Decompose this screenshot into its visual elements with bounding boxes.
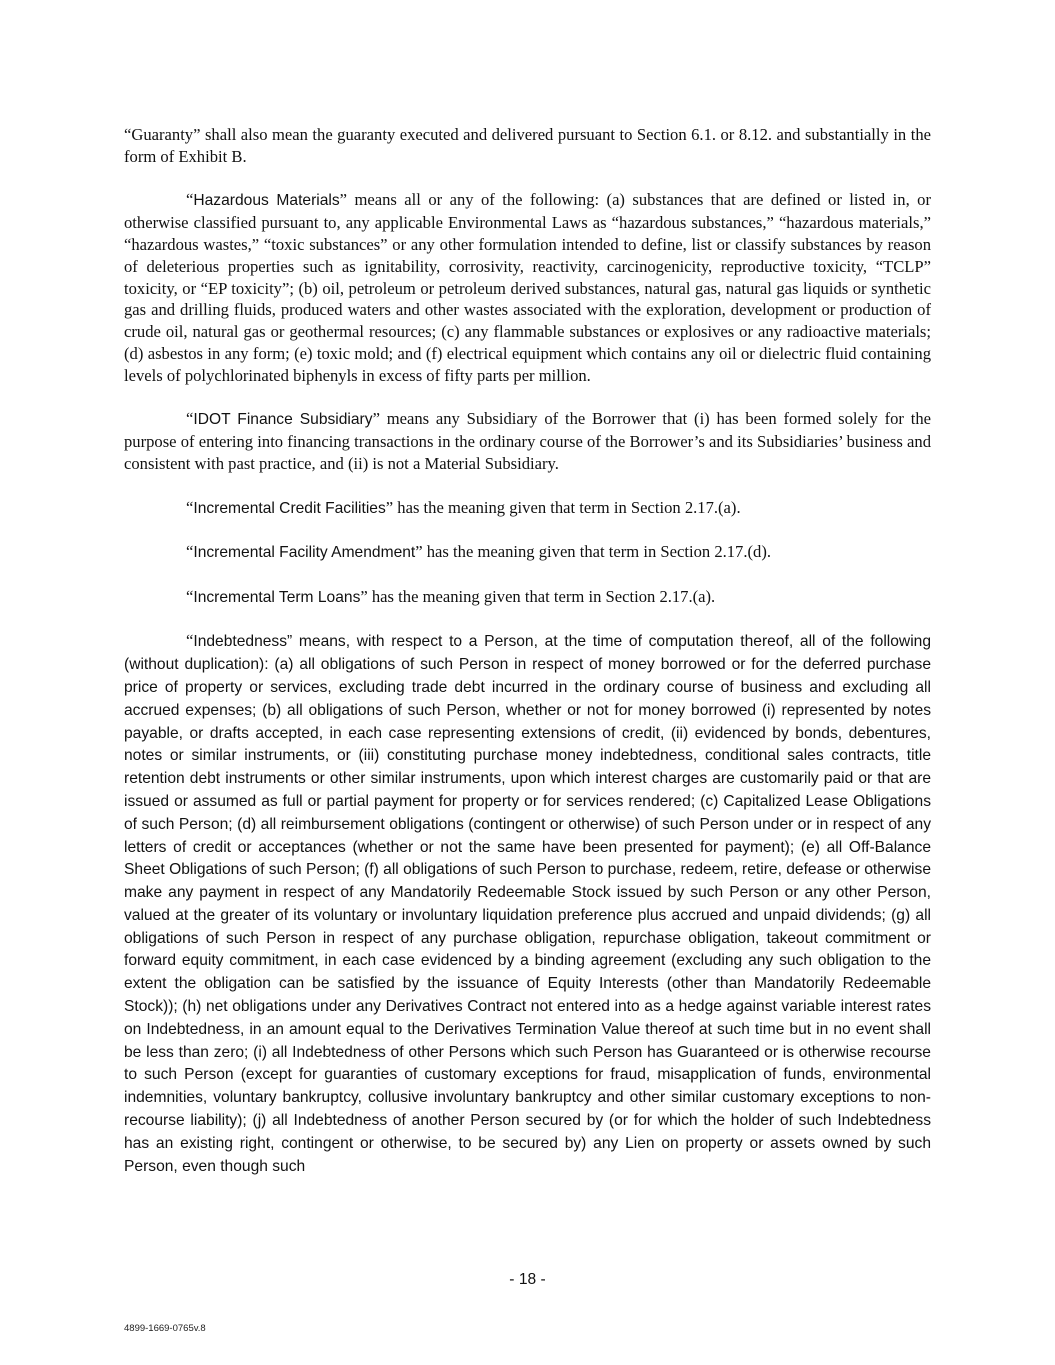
- definition-guaranty: [124, 124, 931, 168]
- defined-term: Incremental Credit Facilities: [193, 499, 386, 517]
- defined-term: IDOT Finance Subsidiary: [193, 411, 373, 429]
- definition-text: ” means all or any of the following: (a) substances that are defined or listed in, or otherwise classified pursuant to, any applicable Environmental Laws as “hazardous substances,” “hazardous materials,” “hazardous wastes,” “toxic substances” or any other formulation intended to define, list or classify substances by reason of deleterious properties such as ignitability, corrosivity, reactivity, carcinogenicity, reproductive toxicity, “TCLP” toxicity, or “EP toxicity”; (b) oil, petroleum or petroleum derived substances, natural gas, natural gas liquids or synthetic gas and drilling fluids, produced waters and other wastes associated with the exploration, development or production of crude oil, natural gas or geothermal resources; (c) any flammable substances or explosives or any radioactive materials; (d) asbestos in any form; (e) toxic mold; and (f) electrical equipment which contains any oil or dielectric fluid containing levels of polychlorinated biphenyls in excess of fifty parts per million.: [124, 190, 931, 385]
- definition-text: “Guaranty” shall also mean the guaranty executed and delivered pursuant to Section 6.1. or 8.12. and substantially in the form of Exhibit B.: [124, 125, 931, 166]
- document-body: [124, 124, 931, 1199]
- definition-indebtedness: “Indebtedness” means, with respect to a Person, at the time of computation thereof, all of the following (without duplication): (a) all obligations of such Person in respect of money borrowed or for the deferred purchase price of property or services, excluding trade debt incurred in the ordinary course of business and excluding all accrued expenses; (b) all obligations of such Person, whether or not for money borrowed (i) represented by notes payable, or drafts accepted, in each case representing extensions of credit, (ii) evidenced by bonds, debentures, notes or similar instruments, or (iii) constituting purchase money indebtedness, conditional sales contracts, title retention debt instruments or other similar instruments, upon which interest charges are customarily paid or that are issued or assumed as full or partial payment for property or for services rendered; (c) Capitalized Lease Obligations of such Person; (d) all reimbursement obligations (contingent or otherwise) of such Person under or in respect of any letters of credit or acceptances (whether or not the same have been presented for payment); (e) all Off-Balance Sheet Obligations of such Person; (f) all obligations of such Person to purchase, redeem, retire, defease or otherwise make any payment in respect of any Mandatorily Redeemable Stock issued by such Person or any other Person, valued at the greater of its voluntary or involuntary liquidation preference plus accrued and unpaid dividends; (g) all obligations of such Person in respect of any purchase obligation, repurchase obligation, takeout commitment or forward equity commitment, in each case evidenced by a binding agreement (excluding any such obligation to the extent the obligation can be satisfied by the issuance of Equity Interests (other than Mandatorily Redeemable Stock)); (h) net obligations under any Derivatives Contract not entered into as a hedge against variable interest rates on Indebtedness, in an amount equal to the Derivatives Termination Value thereof at such time but in no event shall be less than zero; (i) all Indebtedness of other Persons which such Person has Guaranteed or is otherwise recourse to such Person (except for guaranties of customary exceptions for fraud, misapplication of funds, environmental indemnities, voluntary bankruptcy, collusive involuntary bankruptcy and other similar customary exceptions to non-recourse liability); (j) all Indebtedness of another Person secured by (or for which the holder of such Indebtedness has an existing right, contingent or otherwise, to be secured by) any Lien on property or assets owned by such Person, even though such: [124, 631, 931, 1175]
- definition-text: ” has the meaning given that term in Section 2.17.(a).: [385, 497, 741, 517]
- definition-incremental-facility-amendment: “Incremental Facility Amendment” has the meaning given that term in Section 2.17.(d).: [186, 542, 772, 562]
- definition-text: ” means any Subsidiary of the Borrower that (i) has been formed solely for the purpose of entering into financing transactions in the ordinary course of the Borrower’s and its Subsidiaries’ business and consistent with past practice, and (ii) is not a Material Subsidiary.: [124, 409, 931, 473]
- document-id: 4899-1669-0765v.8: [124, 1323, 206, 1334]
- definition-idot-finance-subsidiary: “IDOT Finance Subsidiary” means any Subsidiary of the Borrower that (i) has been formed solely for the purpose of entering into financing transactions in the ordinary course of the Borrower’s and its Subsidiaries’ business and consistent with past practice, and (ii) is not a Material Subsidiary.: [124, 409, 931, 473]
- defined-term: Indebtedness: [193, 633, 288, 651]
- definition-text: ” means, with respect to a Person, at the time of computation thereof, all of the following (without duplication): (a) all obligations of such Person in respect of money borrowed or for the deferred purchase price of property or services, excluding trade debt incurred in the ordinary course of business and excluding all accrued expenses; (b) all obligations of such Person, whether or not for money borrowed (i) represented by notes payable, or drafts accepted, in each case representing extensions of credit, (ii) evidenced by bonds, debentures, notes or similar instruments, or (iii) constituting purchase money indebtedness, conditional sales contracts, title retention debt instruments or other similar instruments, upon which interest charges are customarily paid or that are issued or assumed as full or partial payment for property or for services rendered; (c) Capitalized Lease Obligations of such Person; (d) all reimbursement obligations (contingent or otherwise) of such Person under or in respect of any letters of credit or acceptances (whether or not the same have been presented for payment); (e) all Off-Balance Sheet Obligations of such Person; (f) all obligations of such Person to purchase, redeem, retire, defease or otherwise make any payment in respect of any Mandatorily Redeemable Stock issued by such Person or any other Person, valued at the greater of its voluntary or involuntary liquidation preference plus accrued and unpaid dividends; (g) all obligations of such Person in respect of any purchase obligation, repurchase obligation, takeout commitment or forward equity commitment, in each case evidenced by a binding agreement (excluding any such obligation to the extent the obligation can be satisfied by the issuance of Equity Interests (other than Mandatorily Redeemable Stock)); (h) net obligations under any Derivatives Contract not entered into as a hedge against variable interest rates on Indebtedness, in an amount equal to the Derivatives Termination Value thereof at such time but in no event shall be less than zero; (i) all Indebtedness of other Persons which such Person has Guaranteed or is otherwise recourse to such Person (except for guaranties of customary exceptions for fraud, misapplication of funds, environmental indemnities, voluntary bankruptcy, collusive involuntary bankruptcy and other similar customary exceptions to non-recourse liability); (j) all Indebtedness of another Person secured by (or for which the holder of such Indebtedness has an existing right, contingent or otherwise, to be secured by) any Lien on property or assets owned by such Person, even though such: [124, 633, 931, 1175]
- definition-incremental-term-loans: “Incremental Term Loans” has the meaning given that term in Section 2.17.(a).: [186, 586, 716, 606]
- defined-term: Incremental Facility Amendment: [193, 544, 416, 562]
- defined-term: Hazardous Materials: [193, 192, 340, 210]
- definition-text: ” has the meaning given that term in Section 2.17.(d).: [415, 542, 772, 562]
- defined-term: Incremental Term Loans: [193, 588, 361, 606]
- definition-incremental-credit-facilities: “Incremental Credit Facilities” has the meaning given that term in Section 2.17.(a).: [186, 497, 741, 517]
- definition-hazardous-materials: “Hazardous Materials” means all or any of the following: (a) substances that are defined or listed in, or otherwise classified pursuant to, any applicable Environmental Laws as “hazardous substances,” “hazardous materials,” “hazardous wastes,” “toxic substances” or any other formulation intended to define, list or classify substances by reason of deleterious properties such as ignitability, corrosivity, reactivity, carcinogenicity, reproductive toxicity, “TCLP” toxicity, or “EP toxicity”; (b) oil, petroleum or petroleum derived substances, natural gas, natural gas liquids or synthetic gas and drilling fluids, produced waters and other wastes associated with the exploration, development or production of crude oil, natural gas or geothermal resources; (c) any flammable substances or explosives or any radioactive materials; (d) asbestos in any form; (e) toxic mold; and (f) electrical equipment which contains any oil or dielectric fluid containing levels of polychlorinated biphenyls in excess of fifty parts per million.: [124, 190, 931, 385]
- definition-text: ” has the meaning given that term in Section 2.17.(a).: [360, 586, 716, 606]
- page-number: - 18 -: [509, 1271, 546, 1288]
